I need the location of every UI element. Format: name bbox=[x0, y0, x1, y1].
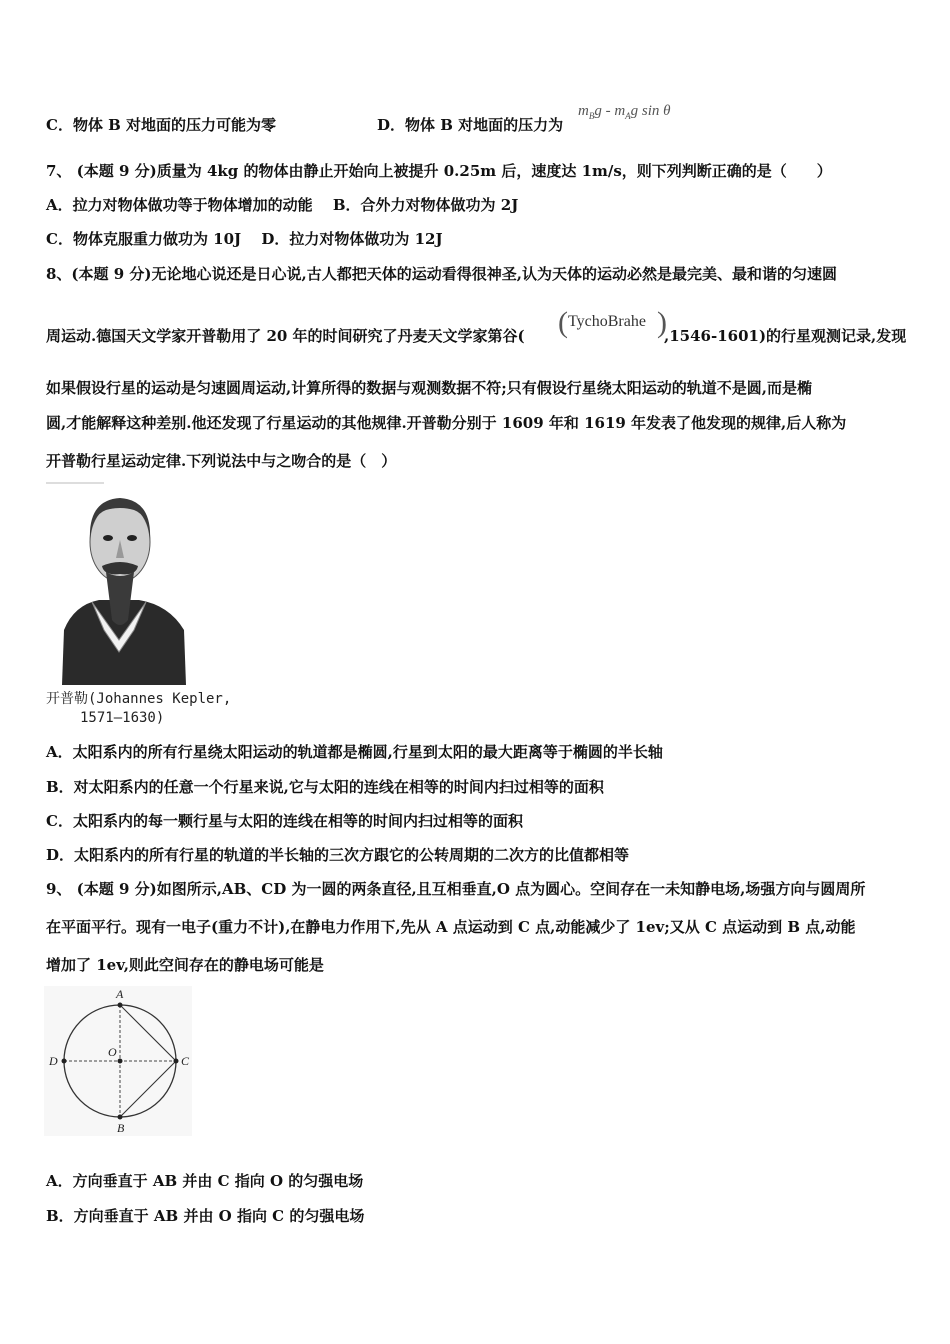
tycho-name: TychoBrahe bbox=[568, 313, 646, 330]
point-b bbox=[118, 1115, 123, 1120]
point-c bbox=[174, 1059, 179, 1064]
q7-options-ab: A．拉力对物体做功等于物体增加的动能 B．合外力对物体做功为 2J bbox=[46, 196, 519, 214]
label-d: D bbox=[49, 1054, 58, 1068]
q8-option-a: A．太阳系内的所有行星绕太阳运动的轨道都是椭圆,行星到太阳的最大距离等于椭圆的半长轴 bbox=[46, 743, 663, 761]
q8-stem-line2b: ,1546-1601)的行星观测记录,发现 bbox=[664, 327, 907, 345]
q8-stem-line5: 开普勒行星运动定律.下列说法中与之吻合的是（ ） bbox=[46, 452, 397, 470]
q6-option-d-formula: $m_Bg - m_Ag$ sin θ bbox=[578, 103, 671, 121]
point-o bbox=[118, 1059, 123, 1064]
q8-stem-line1: 8、(本题 9 分)无论地心说还是日心说,古人都把天体的运动看得很神圣,认为天体的运动必然是最完美、最和谐的匀速圆 bbox=[46, 265, 837, 283]
q6-option-c: C．物体 B 对地面的压力可能为零 bbox=[46, 116, 277, 134]
q9-option-a: A．方向垂直于 AB 并由 C 指向 O 的匀强电场 bbox=[46, 1172, 364, 1190]
q8-option-d: D．太阳系内的所有行星的轨道的半长轴的三次方跟它的公转周期的二次方的比值都相等 bbox=[46, 846, 630, 864]
label-b: B bbox=[117, 1121, 125, 1135]
label-c: C bbox=[181, 1054, 190, 1068]
point-a bbox=[118, 1003, 123, 1008]
q9-stem-line1: 9、 (本题 9 分)如图所示,AB、CD 为一圆的两条直径,且互相垂直,O 点为圆心。空间存在一未知静电场,场强方向与圆周所 bbox=[46, 880, 866, 898]
portrait-caption bbox=[46, 690, 231, 728]
paren-close: ) bbox=[657, 306, 667, 339]
q8-stem-line4: 圆,才能解释这种差别.他还发现了行星运动的其他规律.开普勒分别于 1609 年和 1619 年发表了他发现的规律,后人称为 bbox=[46, 414, 847, 432]
caption-line1: 开普勒(Johannes Kepler, bbox=[46, 691, 232, 707]
label-o: O bbox=[108, 1045, 117, 1059]
paren-open: ( bbox=[558, 306, 568, 339]
q8-stem-line2a: 周运动.德国天文学家开普勒用了 20 年的时间研究了丹麦天文学家第谷( bbox=[46, 327, 525, 345]
q8-stem-line3: 如果假设行星的运动是匀速圆周运动,计算所得的数据与观测数据不符;只有假设行星绕太阳运动的轨道不是圆,而是椭 bbox=[46, 379, 812, 397]
q8-option-b: B．对太阳系内的任意一个行星来说,它与太阳的连线在相等的时间内扫过相等的面积 bbox=[46, 778, 604, 796]
circle-diagram bbox=[44, 986, 192, 1136]
q6-option-d-label: D．物体 B 对地面的压力为 bbox=[377, 116, 564, 134]
point-d bbox=[62, 1059, 67, 1064]
q6-option-d bbox=[377, 115, 563, 135]
kepler-portrait bbox=[44, 480, 194, 690]
label-a: A bbox=[116, 987, 124, 1001]
q7-options-cd: C．物体克服重力做功为 10J D．拉力对物体做功为 12J bbox=[46, 230, 443, 248]
q8-option-c: C．太阳系内的每一颗行星与太阳的连线在相等的时间内扫过相等的面积 bbox=[46, 812, 523, 830]
q7-stem: 7、 (本题 9 分)质量为 4kg 的物体由静止开始向上被提升 0.25m 后，速度达 1m/s，则下列判断正确的是（ ） bbox=[46, 162, 832, 180]
q9-stem-line3: 增加了 1ev,则此空间存在的静电场可能是 bbox=[46, 956, 324, 974]
caption-line2: 1571—1630) bbox=[80, 710, 165, 726]
q9-stem-line2: 在平面平行。现有一电子(重力不计),在静电力作用下,先从 A 点运动到 C 点,动能减少了 1ev;又从 C 点运动到 B 点,动能 bbox=[46, 918, 856, 936]
q9-option-b: B．方向垂直于 AB 并由 O 指向 C 的匀强电场 bbox=[46, 1207, 365, 1225]
